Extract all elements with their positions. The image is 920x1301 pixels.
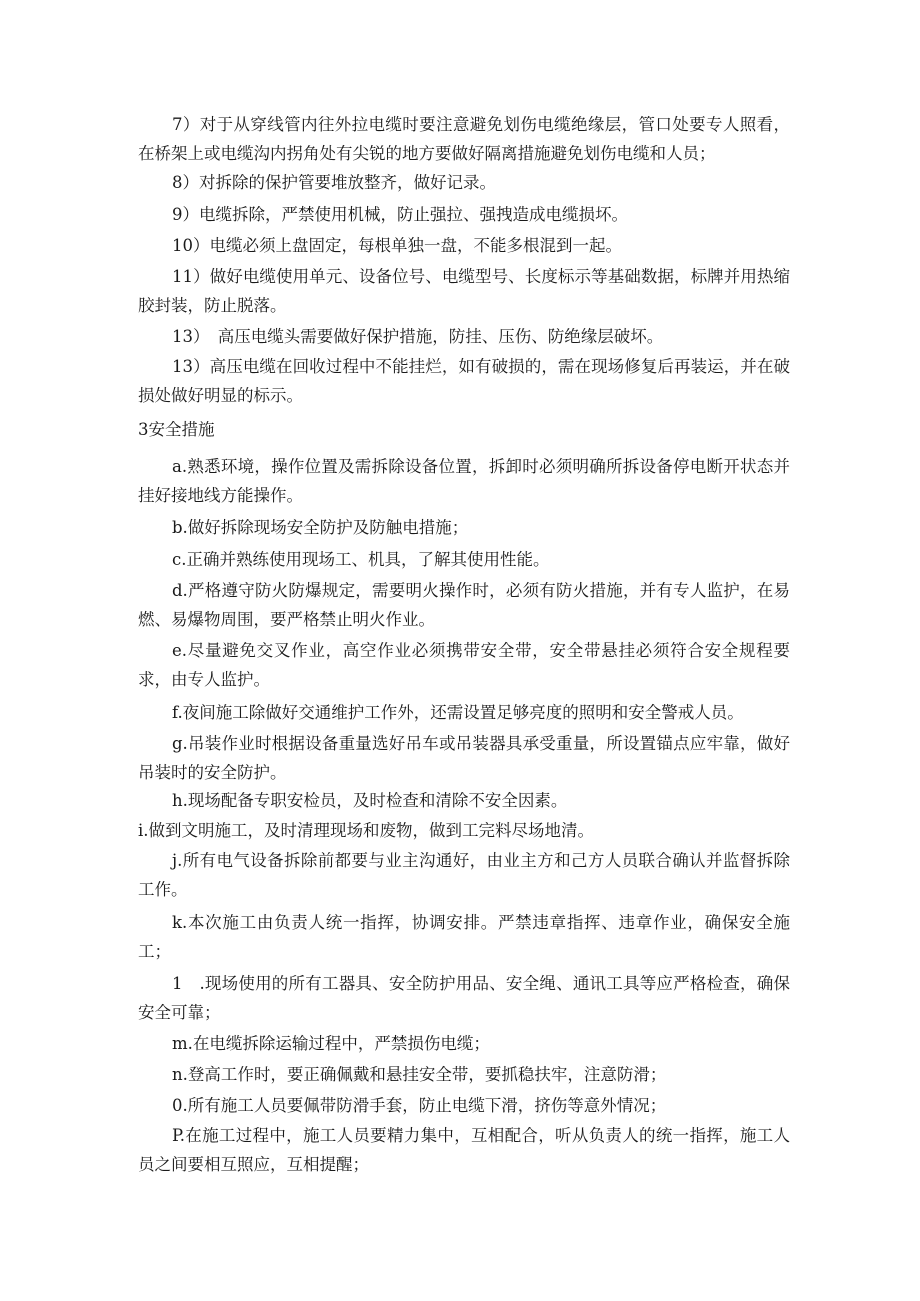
paragraph-item-e: e.尽量避免交叉作业，高空作业必须携带安全带，安全带悬挂必须符合安全规程要求，由专人监护。 xyxy=(138,641,790,689)
paragraph-item-h: h.现场配备专职安检员，及时检查和清除不安全因素。 xyxy=(172,791,568,810)
paragraph-item-m: m.在电缆拆除运输过程中，严禁损伤电缆； xyxy=(172,1034,490,1053)
paragraph-item-13a: 13） 高压电缆头需要做好保护措施，防挂、压伤、防绝缘层破坏。 xyxy=(172,327,664,346)
paragraph-item-7: 7）对于从穿线管内往外拉电缆时要注意避免划伤电缆绝缘层，管口处要专人照看，在桥架上或电缆沟内拐角处有尖锐的地方要做好隔离措施避免划伤电缆和人员； xyxy=(138,115,790,163)
paragraph-item-10: 10）电缆必须上盘固定，每根单独一盘，不能多根混到一起。 xyxy=(172,236,622,255)
paragraph-item-b: b.做好拆除现场安全防护及防触电措施； xyxy=(172,518,469,537)
paragraph-item-o: 0.所有施工人员要佩带防滑手套，防止电缆下滑，挤伤等意外情况； xyxy=(172,1096,667,1115)
paragraph-item-l: 1 .现场使用的所有工器具、安全防护用品、安全绳、通讯工具等应严格检查，确保安全可靠； xyxy=(138,974,790,1022)
paragraph-item-9: 9）电缆拆除，严禁使用机械，防止强拉、强拽造成电缆损坏。 xyxy=(172,205,628,224)
section-heading: 3安全措施 xyxy=(138,420,215,439)
paragraph-item-k: k.本次施工由负责人统一指挥，协调安排。严禁违章指挥、违章作业，确保安全施工； xyxy=(138,913,790,961)
paragraph-item-n: n.登高工作时，要正确佩戴和悬挂安全带，要抓稳扶牢，注意防滑； xyxy=(172,1065,667,1084)
paragraph-item-d: d.严格遵守防火防爆规定，需要明火操作时，必须有防火措施，并有专人监护，在易燃、易爆物周围，要严格禁止明火作业。 xyxy=(138,581,790,629)
paragraph-item-j: j.所有电气设备拆除前都要与业主沟通好，由业主方和己方人员联合确认并监督拆除工作。 xyxy=(138,851,790,899)
paragraph-item-11: 11）做好电缆使用单元、设备位号、电缆型号、长度标示等基础数据，标牌并用热缩胶封装，防止脱落。 xyxy=(138,267,790,315)
paragraph-item-i: i.做到文明施工，及时清理现场和废物，做到工完料尽场地清。 xyxy=(138,821,595,840)
paragraph-item-p: P.在施工过程中，施工人员要精力集中，互相配合，听从负责人的统一指挥，施工人员之间要相互照应，互相提醒； xyxy=(138,1126,790,1174)
paragraph-item-c: c.正确并熟练使用现场工、机具，了解其使用性能。 xyxy=(172,550,550,569)
paragraph-item-g: g.吊装作业时根据设备重量选好吊车或吊装器具承受重量，所设置锚点应牢靠，做好吊装时的安全防护。 xyxy=(138,734,790,782)
paragraph-item-f: f.夜间施工除做好交通维护工作外，还需设置足够亮度的照明和安全警戒人员。 xyxy=(172,703,744,722)
paragraph-item-13b: 13）高压电缆在回收过程中不能挂烂，如有破损的，需在现场修复后再装运，并在破损处做好明显的标示。 xyxy=(138,357,790,405)
paragraph-item-a: a.熟悉环境，操作位置及需拆除设备位置，拆卸时必须明确所拆设备停电断开状态并挂好接地线方能操作。 xyxy=(138,457,790,505)
paragraph-item-8: 8）对拆除的保护管要堆放整齐，做好记录。 xyxy=(172,173,496,192)
